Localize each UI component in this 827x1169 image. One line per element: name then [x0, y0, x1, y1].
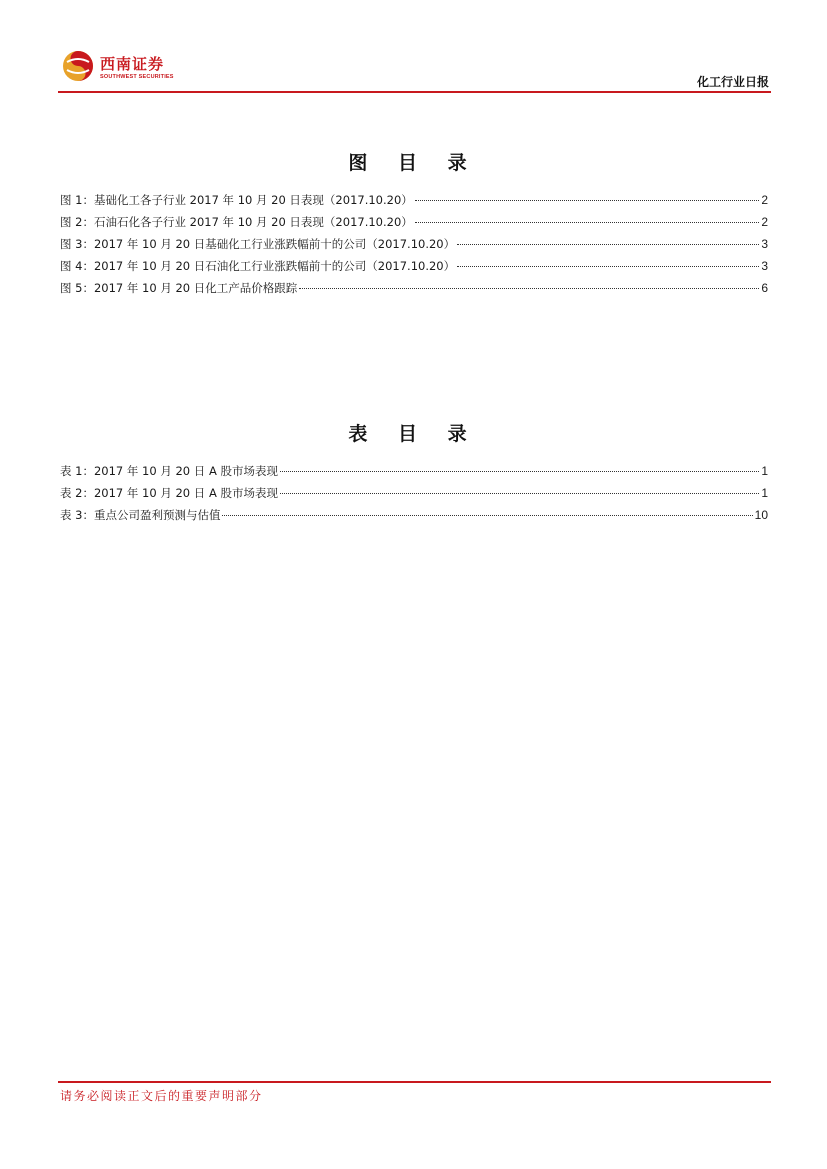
figure-index-list [60, 192, 768, 302]
toc-page-number[interactable]: 2 [761, 193, 768, 207]
header-divider [58, 91, 771, 93]
footer-divider [58, 1081, 771, 1083]
report-title: 化工行业日报 [696, 75, 769, 89]
toc-leader-dots [280, 470, 759, 472]
toc-entry-label[interactable]: 图 1：基础化工各子行业 2017 年 10 月 20 日表现（2017.10.20） [60, 193, 413, 207]
toc-page-number[interactable]: 1 [761, 486, 768, 500]
toc-leader-dots [457, 243, 759, 245]
toc-leader-dots [415, 221, 760, 223]
table-index-title: 表 目 录 [348, 423, 479, 445]
toc-entry-label[interactable]: 图 5：2017 年 10 月 20 日化工产品价格跟踪 [60, 281, 298, 295]
toc-entry-label[interactable]: 表 3：重点公司盈利预测与估值 [60, 508, 221, 522]
toc-leader-dots [280, 492, 759, 494]
logo-icon [62, 50, 94, 82]
toc-entry[interactable] [60, 485, 768, 507]
logo-chinese-name: 西南证券 [100, 55, 165, 73]
toc-entry[interactable] [60, 192, 768, 214]
toc-entry-label[interactable]: 图 2：石油石化各子行业 2017 年 10 月 20 日表现（2017.10.20） [60, 215, 413, 229]
toc-entry[interactable] [60, 236, 768, 258]
toc-leader-dots [415, 199, 760, 201]
toc-entry-label[interactable]: 表 1：2017 年 10 月 20 日 A 股市场表现 [60, 464, 278, 478]
logo-english-name: SOUTHWEST SECURITIES [100, 74, 174, 80]
toc-page-number[interactable]: 6 [761, 281, 768, 295]
toc-entry-label[interactable]: 图 4：2017 年 10 月 20 日石油化工行业涨跌幅前十的公司（2017.10.20） [60, 259, 456, 273]
figure-index-title: 图 目 录 [348, 152, 479, 174]
page-header [58, 48, 771, 92]
footer-disclaimer: 请务必阅读正文后的重要声明部分 [60, 1089, 263, 1103]
toc-page-number[interactable]: 3 [761, 259, 768, 273]
toc-leader-dots [299, 287, 759, 289]
toc-entry[interactable] [60, 258, 768, 280]
toc-entry-label[interactable]: 图 3：2017 年 10 月 20 日基础化工行业涨跌幅前十的公司（2017.10.20） [60, 237, 456, 251]
toc-entry[interactable] [60, 507, 768, 529]
toc-page-number[interactable]: 1 [761, 464, 768, 478]
toc-entry[interactable] [60, 463, 768, 485]
toc-entry[interactable] [60, 214, 768, 236]
company-logo [62, 50, 222, 86]
toc-page-number[interactable]: 2 [761, 215, 768, 229]
toc-page-number[interactable]: 10 [754, 508, 768, 522]
toc-leader-dots [457, 265, 759, 267]
toc-entry-label[interactable]: 表 2：2017 年 10 月 20 日 A 股市场表现 [60, 486, 278, 500]
toc-page-number[interactable]: 3 [761, 237, 768, 251]
toc-entry[interactable] [60, 280, 768, 302]
table-index-list [60, 463, 768, 529]
toc-leader-dots [222, 514, 752, 516]
